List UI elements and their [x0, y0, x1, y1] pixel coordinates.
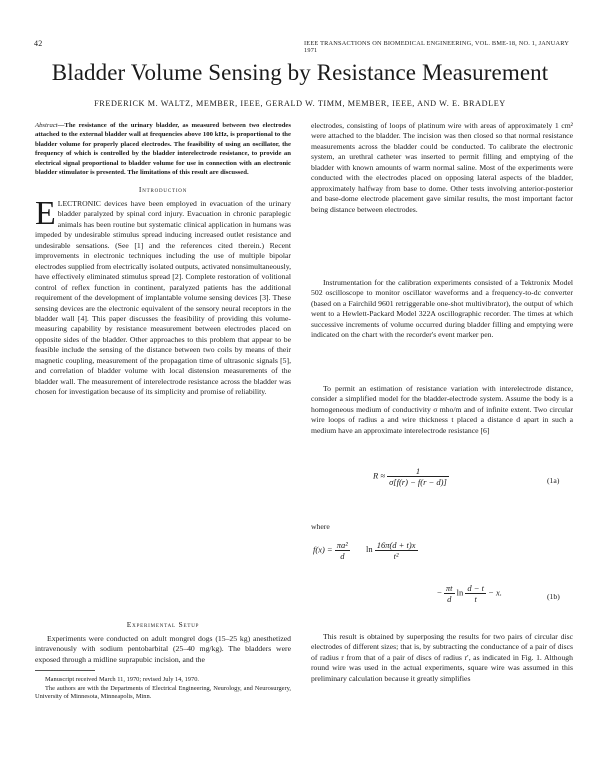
equation-1a-number: (1a): [547, 476, 560, 485]
footnote-rule: [35, 670, 95, 671]
equation-f: [313, 540, 418, 561]
introduction-paragraph: [35, 195, 291, 398]
equation-f-ln2: ln: [456, 587, 464, 598]
equation-f-term2: [375, 540, 418, 561]
equation-f-term4: [465, 583, 486, 604]
equation-f-ln: ln: [365, 544, 373, 555]
equation-1a-fraction: [387, 466, 449, 487]
experimental-setup-paragraph: Experiments were conducted on adult mongrel dogs (15–25 kg) anesthetized intravenously with sodium pentobarbital (25–40 mg/kg). The bladders were exposed through a midline suprapubic incision, and the: [35, 634, 291, 664]
abstract-label: Abstract: [35, 122, 58, 129]
page-number: 42: [34, 39, 43, 48]
equation-1a-numerator: 1: [387, 466, 449, 477]
equation-f-term2-den: t²: [393, 551, 399, 561]
equation-f-term4-den: t: [474, 594, 477, 604]
equation-1a-denominator: σ[f(r) − f(r − d)]: [389, 477, 447, 487]
right-paragraph-4: This result is obtained by superposing the results for two pairs of circular disc electrodes of different sizes; that is, by subtracting the conductance of a pair of discs of radius r from that of a pair of discs of radius r′, as indicated in Fig. 1. Although round wire was used in the actual experiments, square wire was assumed in this preliminary calculation because it greatly simplifies: [311, 632, 573, 683]
running-header: [34, 39, 570, 54]
footnote-received: Manuscript received March 11, 1970; revised July 14, 1970.: [45, 676, 199, 683]
abstract: [35, 121, 291, 177]
equation-f-term1: [335, 540, 350, 561]
right-paragraph-2: Instrumentation for the calibration experiments consisted of a Tektronix Model 502 oscilloscope to monitor oscillator waveforms and a frequency-to-dc converter (based on a Fairchild 9601 retriggerable one-shot multivibrator), the output of which went to a Hewlett-Packard Model 322A oscillographic recorder. The times at which successive increments of volume occurred during bladder filling and emptying were indicated on the chart with the recorder's event marker pen.: [311, 278, 573, 340]
right-paragraph-3: To permit an estimation of resistance variation with interelectrode distance, consider a simplified model for the bladder-electrode system. Assume the body is a homogeneous medium of conductivity σ mho/m and of infinite extent. Two circular wire loops of radius a and wire thickness t placed a distance d apart in such a medium have an approximate interelectrode resistance [6]: [311, 384, 573, 435]
equation-f-term3-num: πt: [445, 583, 453, 593]
abstract-text: —The resistance of the urinary bladder, as measured between two electrodes attached to the external bladder wall at frequencies above 100 kHz, is proportional to the bladder volume for properly placed electrodes. The feasibility of using an oscillator, the frequency of which is controlled by the bladder interelectrode resistance, to provide an electrical signal proportional to bladder volume for use in connection with an electronic bladder stimulator is presented. The limitations of this result are discussed.: [35, 122, 291, 177]
footnote-affiliation: The authors are with the Departments of Electrical Engineering, Neurology, and Neurosurgery, University of Minnesota, Minneapolis, Minn.: [35, 685, 291, 701]
journal-header: IEEE TRANSACTIONS ON BIOMEDICAL ENGINEERING, VOL. BME-18, NO. 1, JANUARY 1971: [304, 40, 569, 54]
drop-cap: E: [35, 195, 56, 232]
paper-title: Bladder Volume Sensing by Resistance Measurement: [51, 60, 549, 85]
equation-f-lhs: f(x) =: [313, 544, 333, 555]
equation-1a: [373, 466, 449, 487]
where-text: where: [311, 522, 330, 531]
equation-1a-lhs: R ≈: [373, 470, 385, 481]
equation-f-term3-den: d: [447, 594, 452, 604]
equation-f-minus-x: − x.: [488, 587, 502, 598]
section-heading-introduction: Introduction: [138, 185, 188, 194]
equation-f-term4-num: d − t: [467, 583, 485, 593]
equation-f-term3: [444, 583, 455, 604]
equation-f-term1-num: πa²: [336, 540, 348, 550]
introduction-text: LECTRONIC devices have been employed in evacuation of the urinary bladder paralyzed by spinal cord injury. Evacuation in chronic paraplegic animals has been routine but systematic clinical application in humans was impeded by undesirable stimulus spread inducing increased outlet resistance and undesirable sensations. (See [1] and the references cited therein.) Recent improvements in electronic techniques including the use of multiple bipolar electrodes supplied from electrically isolated outputs, activated nonsimultaneously, have effectively eliminated stimulus spread [2]. Complete restoration of volitional control of reflex function in continent, paralyzed patients has the additional requirement of the development of implantable volume sensing devices [3]. These sensing devices are the electronic equivalent of the sensory neural receptors in the bladder wall [4]. This paper discusses the feasibility of providing this volume-measuring capability by resistance measurement between electrodes placed on opposite sides of the bladder. Other approaches to this problem that appear to be feasible include the sensing of the distance between two coils by means of their magnetic coupling, measurement of the propagation time of ultrasonic signals [5], and correlation of bladder volume with local distension measurements of the bladder wall. The measurement of interelectrode resistance across the bladder was chosen for investigation because of its simplicity and promise of reliability.: [35, 199, 291, 397]
equation-f-term1-den: d: [340, 551, 345, 561]
equation-1b-number: (1b): [547, 592, 560, 601]
equation-f-continued: − $\frac{\pi t}{d}$ ln $\frac{d - t}{t}$ − x.: [437, 583, 502, 604]
equation-f-term2-num: 16π(d + t)x: [376, 540, 416, 550]
author-line: FREDERICK M. WALTZ, MEMBER, IEEE, GERALD W. TIMM, MEMBER, IEEE, AND W. E. BRADLEY: [94, 99, 506, 108]
section-heading-experimental-setup: Experimental Setup: [126, 620, 200, 629]
right-paragraph-1: electrodes, consisting of loops of platinum wire with areas of approximately 1 cm² were attached to the bladder. The incision was then closed so that normal resistance measurements across the bladder could be conducted. To calibrate the electronic system, an urethral catheter was inserted to permit filling and emptying of the bladder with known amounts of warm normal saline. Most of the experiments were conducted with the electrodes placed on opposing lateral aspects of the bladder, approximately halfway from base to dome. Other tests involving anterior-posterior and base-dome electrode placement gave similar results, the most important factor being distance between electrodes.: [311, 121, 573, 214]
